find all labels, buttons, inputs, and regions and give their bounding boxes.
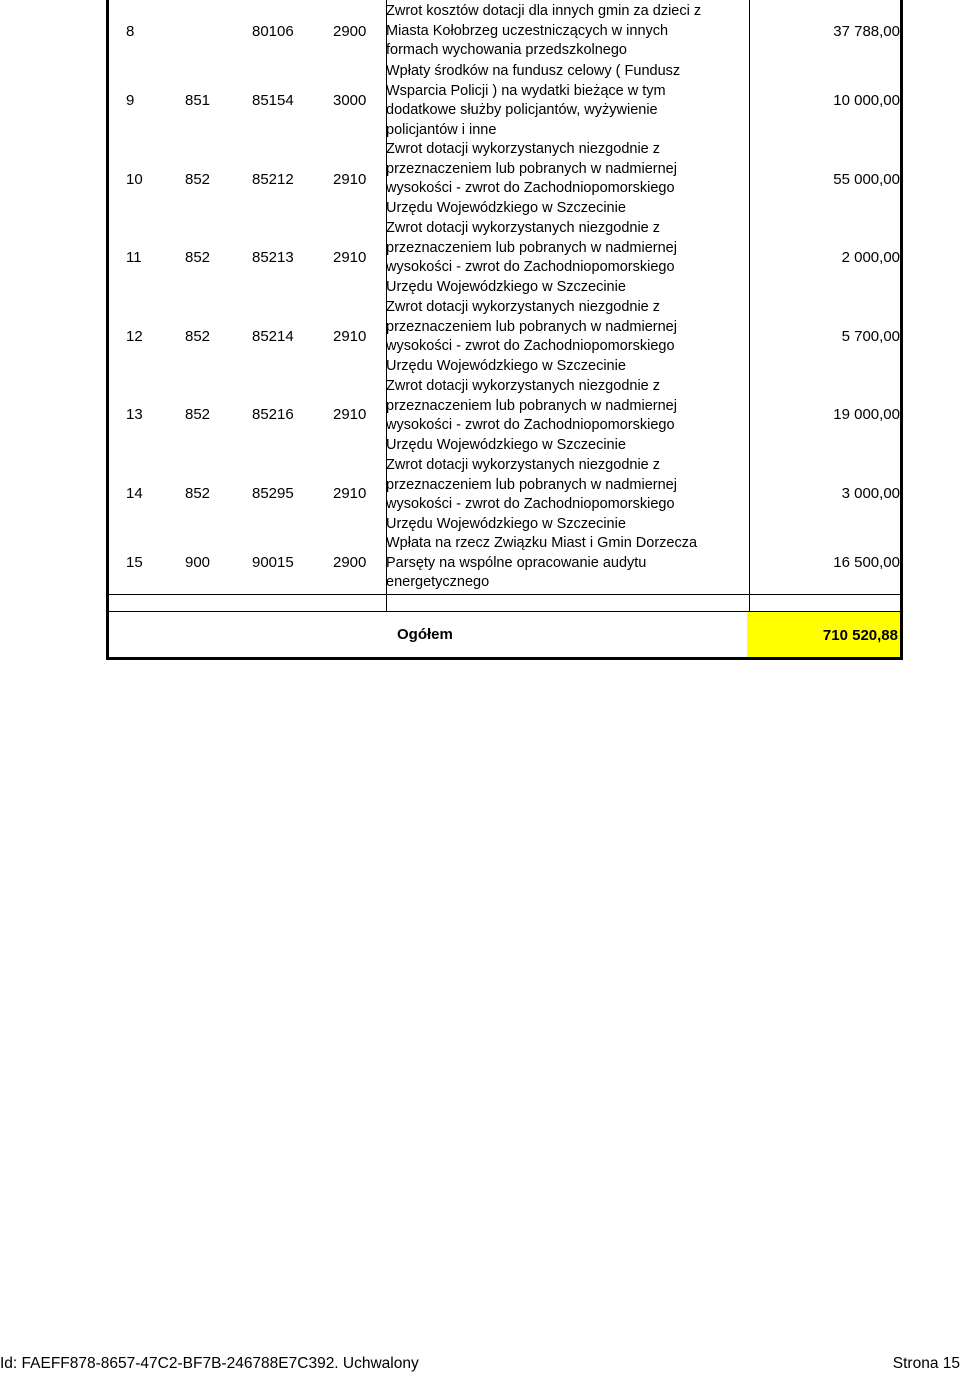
division: 900 [185, 554, 211, 571]
description: Zwrot dotacji wykorzystanych niezgodnie z przeznaczeniem lub pobranych w nadmiernej wysokości - zwrot do Zachodniopomorskiego Urzędu Wojewódzkiego w Szczecinie [386, 378, 677, 453]
paragraph: 2910 [333, 328, 367, 345]
paragraph: 2900 [333, 554, 367, 571]
row-number: 8 [126, 23, 135, 40]
document-id: Id: FAEFF878-8657-47C2-BF7B-246788E7C392. Uchwalony [0, 1355, 419, 1372]
division: 852 [185, 406, 211, 423]
row-number: 11 [126, 249, 142, 266]
description: Zwrot dotacji wykorzystanych niezgodnie z przeznaczeniem lub pobranych w nadmiernej wysokości - zwrot do Zachodniopomorskiego Urzędu Wojewódzkiego w Szczecinie [386, 141, 677, 216]
amount: 55 000,00 [833, 171, 900, 188]
row-number: 13 [126, 406, 143, 423]
chapter: 85212 [252, 171, 294, 188]
amount: 16 500,00 [833, 554, 900, 571]
page-number: Strona 15 [892, 1355, 960, 1372]
paragraph: 2910 [333, 485, 367, 502]
description: Wpłaty środków na fundusz celowy ( Fundusz Wsparcia Policji ) na wydatki bieżące w tym dodatkowe służby policjantów, wyżywienie policjantów i inne [386, 63, 681, 138]
row-number: 9 [126, 92, 135, 109]
total-value: 710 520,88 [822, 627, 898, 644]
row-number: 14 [126, 485, 143, 502]
amount: 2 000,00 [841, 249, 900, 266]
amount: 10 000,00 [833, 92, 900, 109]
division: 852 [185, 171, 211, 188]
row-number: 15 [126, 554, 143, 571]
chapter: 80106 [252, 23, 294, 40]
paragraph: 2910 [333, 171, 367, 188]
division: 851 [185, 92, 211, 109]
description: Zwrot dotacji wykorzystanych niezgodnie z przeznaczeniem lub pobranych w nadmiernej wysokości - zwrot do Zachodniopomorskiego Urzędu Wojewódzkiego w Szczecinie [386, 220, 677, 295]
paragraph: 3000 [333, 92, 367, 109]
amount: 37 788,00 [833, 23, 900, 40]
row-divider [109, 594, 900, 595]
description: Wpłata na rzecz Związku Miast i Gmin Dorzecza Parsęty na wspólne opracowanie audytu energetycznego [386, 535, 698, 591]
division: 852 [185, 249, 211, 266]
paragraph: 2900 [333, 23, 367, 40]
paragraph: 2910 [333, 406, 367, 423]
amount: 19 000,00 [833, 406, 900, 423]
amount: 5 700,00 [841, 328, 900, 345]
paragraph: 2910 [333, 249, 367, 266]
chapter: 85154 [252, 92, 294, 109]
chapter: 85213 [252, 249, 294, 266]
column-divider [749, 0, 750, 652]
chapter: 90015 [252, 554, 294, 571]
amount: 3 000,00 [841, 485, 900, 502]
description: Zwrot dotacji wykorzystanych niezgodnie z przeznaczeniem lub pobranych w nadmiernej wysokości - zwrot do Zachodniopomorskiego Urzędu Wojewódzkiego w Szczecinie [386, 299, 677, 374]
division: 852 [185, 328, 211, 345]
chapter: 85295 [252, 485, 294, 502]
description: Zwrot dotacji wykorzystanych niezgodnie z przeznaczeniem lub pobranych w nadmiernej wysokości - zwrot do Zachodniopomorskiego Urzędu Wojewódzkiego w Szczecinie [386, 457, 677, 532]
total-label: Ogółem [397, 626, 453, 643]
description: Zwrot kosztów dotacji dla innych gmin za dzieci z Miasta Kołobrzeg uczestniczących w innych formach wychowania przedszkolnego [386, 3, 702, 59]
division: 852 [185, 485, 211, 502]
row-number: 10 [126, 171, 143, 188]
chapter: 85216 [252, 406, 294, 423]
row-number: 12 [126, 328, 143, 345]
chapter: 85214 [252, 328, 294, 345]
